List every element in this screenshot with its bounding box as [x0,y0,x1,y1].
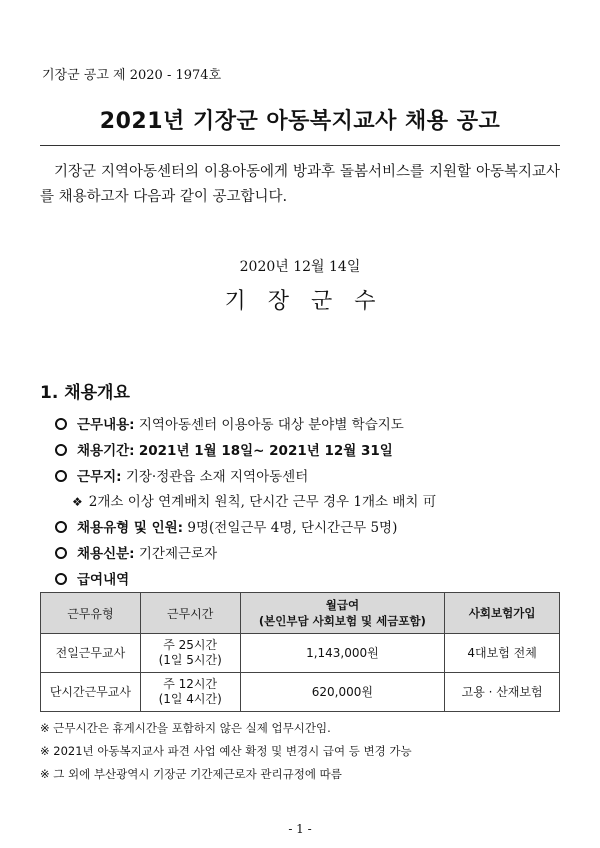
cell-pay: 1,143,000원 [240,634,445,673]
overview-item-salary [55,568,129,588]
overview-item-location [55,465,308,485]
table-row [41,634,560,673]
item-key: 근무내용: [77,417,135,433]
header-insurance: 사회보험가입 [445,593,560,634]
item-value: 기간제근로자 [138,546,218,562]
note-working-hours: ※ 근무시간은 휴게시간을 포함하지 않은 실제 업무시간임. [40,721,331,735]
circle-bullet-icon [55,444,67,456]
header-work-type: 근무유형 [41,593,141,634]
note-budget-change: ※ 2021년 아동복지교사 파견 사업 예산 확정 및 변경시 급여 등 변경 가능 [40,744,412,758]
cell-insurance: 고용 · 산재보험 [445,673,560,712]
item-value: 기장·정관읍 소재 지역아동센터 [125,469,309,485]
item-key: 채용신분: [77,546,135,562]
table-row [41,673,560,712]
cell-hours: 주 25시간 (1일 5시간) [140,634,240,673]
circle-bullet-icon [55,547,67,559]
item-key: 채용기간: [77,443,135,459]
overview-item-type [55,516,397,536]
note-regulation: ※ 그 외에 부산광역시 기장군 기간제근로자 관리규정에 따름 [40,767,342,781]
item-value: 2021년 1월 18일~ 2021년 12월 31일 [138,443,393,459]
cell-pay: 620,000원 [240,673,445,712]
circle-bullet-icon [55,418,67,430]
overview-item-status [55,542,217,562]
cell-hours: 주 12시간 (1일 4시간) [140,673,240,712]
table-header-row [41,593,560,634]
page-number: - 1 - [288,822,312,836]
notice-number: 기장군 공고 제 2020 - 1974호 [42,68,222,83]
page-title: 2021년 기장군 아동복지교사 채용 공고 [99,109,501,134]
cell-type: 단시간근무교사 [41,673,141,712]
issuer-name: 기장군수 [224,289,398,314]
section-title: 1. 채용개요 [40,383,130,403]
circle-bullet-icon [55,470,67,482]
location-sub-note: ❖ 2개소 이상 연계배치 원칙, 단시간 근무 경우 1개소 배치 可 [72,494,437,510]
overview-item-duties [55,413,404,433]
cell-type: 전일근무교사 [41,634,141,673]
intro-paragraph: 기장군 지역아동센터의 이용아동에게 방과후 돌봄서비스를 지원할 아동복지교사를 채용하고자 다음과 같이 공고합니다. [40,164,560,205]
item-key: 근무지: [77,469,122,485]
circle-bullet-icon [55,521,67,533]
cell-insurance: 4대보험 전체 [445,634,560,673]
diamond-bullet-icon: ❖ [72,495,83,509]
circle-bullet-icon [55,573,67,585]
header-work-hours: 근무시간 [140,593,240,634]
salary-table [40,592,560,712]
item-key: 채용유형 및 인원: [77,520,184,536]
header-monthly-pay: 월급여 (본인부담 사회보험 및 세금포함) [240,593,445,634]
title-underline [40,145,560,146]
item-value: 9명(전일근무 4명, 단시간근무 5명) [187,520,398,536]
item-value: 지역아동센터 이용아동 대상 분야별 학습지도 [138,417,404,433]
item-key: 급여내역 [77,572,130,588]
announcement-date: 2020년 12월 14일 [239,259,361,275]
overview-item-period [55,439,393,459]
